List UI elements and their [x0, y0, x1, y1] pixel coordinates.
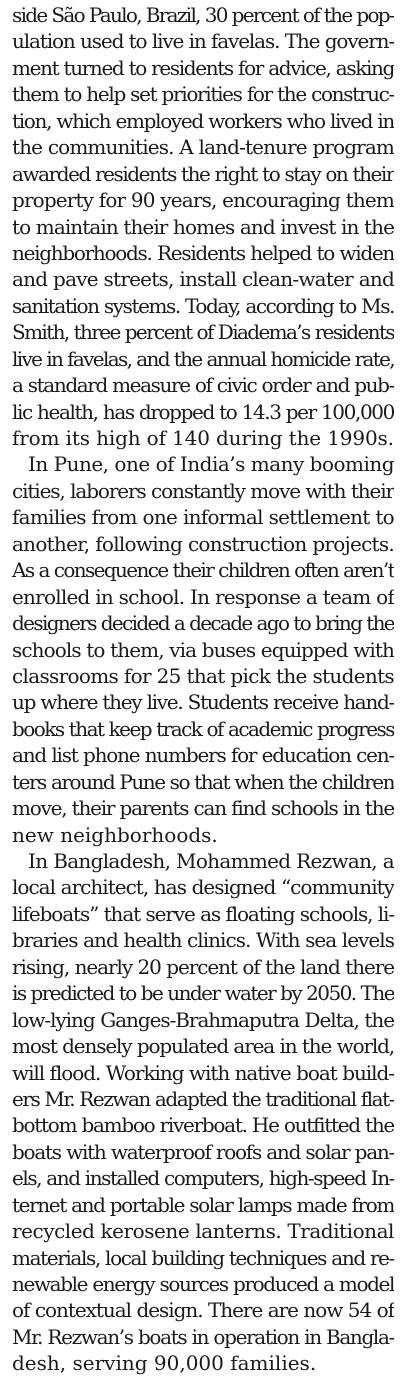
text-line: schools to them, via buses equipped with	[12, 637, 394, 662]
text-line: cities, laborers constantly move with their	[12, 478, 394, 503]
text-line: live in favelas, and the annual homicide rate,	[12, 346, 394, 371]
text-line: classrooms for 25 that pick the students	[12, 663, 394, 688]
text-line: books that keep track of academic progress	[12, 716, 394, 741]
text-line: ulation used to live in favelas. The govern-	[12, 29, 394, 54]
text-line: lifeboats” that serve as floating schools, li-	[12, 901, 394, 926]
text-line: ternet and portable solar lamps made from	[12, 1192, 394, 1217]
text-line: ters around Pune so that when the children	[12, 769, 394, 794]
text-line: materials, local building techniques and re-	[12, 1245, 394, 1270]
text-line: tion, which employed workers who lived in	[12, 108, 394, 133]
text-line: In Pune, one of India’s many booming	[28, 452, 394, 477]
text-line: recycled kerosene lanterns. Traditional	[12, 1219, 394, 1244]
text-line: up where they live. Students receive hand-	[12, 690, 394, 715]
text-line: and list phone numbers for education cen-	[12, 743, 394, 768]
text-line: rising, nearly 20 percent of the land there	[12, 954, 394, 979]
text-line: is predicted to be under water by 2050. The	[12, 981, 394, 1006]
paragraph-bangladesh	[12, 848, 394, 1377]
text-line: local architect, has designed “community	[12, 875, 394, 900]
text-line: enrolled in school. In response a team of	[12, 584, 394, 609]
text-line: In Bangladesh, Mohammed Rezwan, a	[28, 849, 394, 873]
text-line: sanitation systems. Today, according to Ms.	[12, 293, 394, 318]
text-line: and pave streets, install clean-water and	[12, 267, 394, 292]
text-line: bottom bamboo riverboat. He outfitted the	[12, 1113, 394, 1138]
text-line: of contextual design. There are now 54 of	[12, 1298, 394, 1323]
text-line: Mr. Rezwan’s boats in operation in Bangla-	[12, 1324, 394, 1349]
text-line: side São Paulo, Brazil, 30 percent of the pop-	[12, 3, 394, 27]
text-line: most densely populated area in the world,	[12, 1034, 394, 1059]
text-line: move, their parents can find schools in the	[12, 796, 394, 821]
paragraph-pune	[12, 451, 394, 848]
text-line: a standard measure of civic order and pub-	[12, 373, 394, 398]
text-line: them to help set priorities for the construc-	[12, 82, 394, 107]
text-line: designers decided a decade ago to bring the	[12, 611, 394, 636]
text-line: Smith, three percent of Diadema’s residents	[12, 320, 394, 345]
paragraph-sao-paulo	[12, 2, 394, 451]
text-line: new neighborhoods.	[12, 822, 218, 847]
text-line: braries and health clinics. With sea levels	[12, 928, 394, 953]
text-line: property for 90 years, encouraging them	[12, 188, 394, 213]
text-line: ment turned to residents for advice, asking	[12, 55, 394, 80]
text-line: newable energy sources produced a model	[12, 1272, 394, 1296]
text-line: from its high of 140 during the 1990s.	[12, 426, 394, 450]
text-line: another, following construction projects.	[12, 531, 394, 556]
text-line: to maintain their homes and invest in the	[12, 214, 394, 239]
text-line: desh, serving 90,000 families.	[12, 1351, 317, 1376]
text-line: ers Mr. Rezwan adapted the traditional flat-	[12, 1086, 394, 1111]
text-line: low-lying Ganges-Brahmaputra Delta, the	[12, 1007, 394, 1032]
text-line: awarded residents the right to stay on their	[12, 161, 394, 186]
text-line: lic health, has dropped to 14.3 per 100,000	[12, 399, 394, 424]
text-line: boats with waterproof roofs and solar pan-	[12, 1139, 394, 1164]
text-line: neighborhoods. Residents helped to widen	[12, 240, 394, 265]
text-line: As a consequence their children often aren’t	[12, 558, 394, 583]
text-line: families from one informal settlement to	[12, 505, 394, 530]
text-line: els, and installed computers, high-speed In-	[12, 1166, 394, 1191]
text-line: will flood. Working with native boat build-	[12, 1060, 394, 1085]
text-line: the communities. A land-tenure program	[12, 135, 394, 160]
